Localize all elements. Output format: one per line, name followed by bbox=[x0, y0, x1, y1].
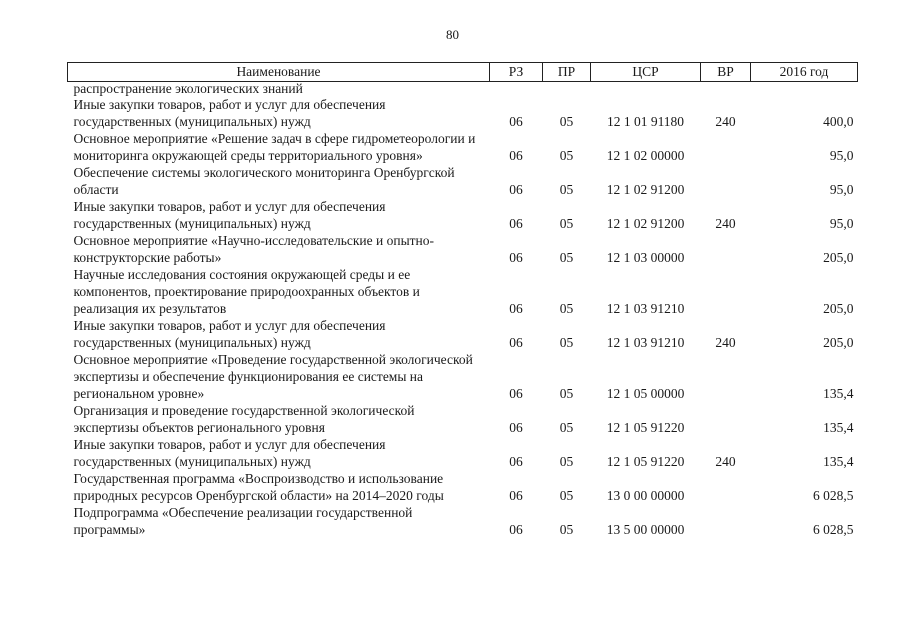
row-name: Иные закупки товаров, работ и услуг для обеспечения государственных (муниципальных) нужд bbox=[73, 97, 386, 129]
row-vr bbox=[701, 164, 751, 198]
row-name: Обеспечение системы экологического мониторинга Оренбургской области bbox=[73, 165, 455, 197]
table-row bbox=[68, 232, 858, 266]
header-rz: РЗ bbox=[490, 63, 543, 82]
row-name: Иные закупки товаров, работ и услуг для обеспечения государственных (муниципальных) нужд bbox=[73, 318, 386, 350]
row-vr bbox=[701, 351, 751, 402]
table-row bbox=[68, 317, 858, 351]
table-row bbox=[68, 470, 858, 504]
row-rz: 06 bbox=[509, 488, 523, 503]
row-name: Организация и проведение государственной экологической экспертизы объектов регионального уровня bbox=[73, 403, 415, 435]
row-pr: 05 bbox=[559, 148, 574, 163]
row-vr: 240 bbox=[715, 335, 736, 350]
row-vr bbox=[701, 232, 751, 266]
table-row bbox=[68, 402, 858, 436]
row-vr bbox=[701, 266, 751, 317]
row-pr: 05 bbox=[559, 114, 574, 129]
row-name: Подпрограмма «Обеспечение реализации государственной программы» bbox=[73, 505, 413, 537]
row-csr: 12 1 02 91200 bbox=[606, 216, 685, 231]
row-amount: 6 028,5 bbox=[813, 522, 854, 537]
row-csr: 12 1 05 91220 bbox=[606, 420, 685, 435]
row-vr: 240 bbox=[715, 216, 736, 231]
row-name: Государственная программа «Воспроизводство и использование природных ресурсов Оренбургской области» на 2014–2020 годы bbox=[73, 471, 444, 503]
row-rz bbox=[490, 82, 543, 97]
row-csr: 13 0 00 00000 bbox=[606, 488, 685, 503]
row-vr bbox=[701, 504, 751, 538]
row-amount: 400,0 bbox=[823, 114, 854, 129]
row-name: Основное мероприятие «Решение задач в сфере гидрометеорологии и мониторинга окружающей среды территориального уровня» bbox=[73, 131, 476, 163]
row-pr: 05 bbox=[559, 522, 574, 537]
row-pr: 05 bbox=[559, 301, 574, 316]
row-amount: 6 028,5 bbox=[813, 488, 854, 503]
table-row bbox=[68, 82, 858, 97]
row-csr: 12 1 02 00000 bbox=[606, 148, 685, 163]
row-amount: 205,0 bbox=[823, 250, 854, 265]
row-csr: 12 1 02 91200 bbox=[606, 182, 685, 197]
row-pr: 05 bbox=[559, 182, 574, 197]
table-row bbox=[68, 504, 858, 538]
row-name: распространение экологических знаний bbox=[73, 81, 303, 96]
row-csr: 13 5 00 00000 bbox=[606, 522, 685, 537]
header-row bbox=[68, 63, 858, 82]
row-csr: 12 1 03 91210 bbox=[606, 335, 685, 350]
row-amount: 135,4 bbox=[823, 420, 854, 435]
row-pr: 05 bbox=[559, 454, 574, 469]
table-header bbox=[68, 63, 858, 82]
row-pr: 05 bbox=[559, 250, 574, 265]
row-rz: 06 bbox=[509, 114, 523, 129]
row-name: Основное мероприятие «Проведение государственной экологической экспертизы и обеспечение функционирования ее системы на региональном уровне» bbox=[73, 352, 473, 401]
row-rz: 06 bbox=[509, 250, 523, 265]
table-row bbox=[68, 96, 858, 130]
table-row bbox=[68, 130, 858, 164]
row-csr: 12 1 05 91220 bbox=[606, 454, 685, 469]
row-csr: 12 1 03 00000 bbox=[606, 250, 685, 265]
row-rz: 06 bbox=[509, 420, 523, 435]
row-vr bbox=[701, 402, 751, 436]
row-pr: 05 bbox=[559, 216, 574, 231]
row-name: Иные закупки товаров, работ и услуг для обеспечения государственных (муниципальных) нужд bbox=[73, 199, 386, 231]
header-csr: ЦСР bbox=[591, 63, 701, 82]
row-name: Иные закупки товаров, работ и услуг для обеспечения государственных (муниципальных) нужд bbox=[73, 437, 386, 469]
row-name: Научные исследования состояния окружающей среды и ее компонентов, проектирование природоохранных объектов и реализация их результатов bbox=[73, 267, 420, 316]
table-row bbox=[68, 351, 858, 402]
row-vr bbox=[701, 130, 751, 164]
row-csr: 12 1 05 00000 bbox=[606, 386, 685, 401]
row-amount: 205,0 bbox=[823, 301, 854, 316]
row-rz: 06 bbox=[509, 148, 523, 163]
row-rz: 06 bbox=[509, 182, 523, 197]
row-pr bbox=[543, 82, 591, 97]
table-body bbox=[68, 82, 858, 539]
row-csr: 12 1 01 91180 bbox=[606, 114, 685, 129]
header-year: 2016 год bbox=[751, 63, 858, 82]
table-row bbox=[68, 266, 858, 317]
row-vr bbox=[701, 470, 751, 504]
row-amount: 95,0 bbox=[829, 148, 854, 163]
header-vr: ВР bbox=[701, 63, 751, 82]
row-csr bbox=[591, 82, 701, 97]
header-name: Наименование bbox=[68, 63, 490, 82]
table-row bbox=[68, 436, 858, 470]
row-vr bbox=[701, 82, 751, 97]
row-pr: 05 bbox=[559, 386, 574, 401]
row-amount: 95,0 bbox=[829, 216, 854, 231]
table-row bbox=[68, 198, 858, 232]
row-pr: 05 bbox=[559, 420, 574, 435]
row-rz: 06 bbox=[509, 386, 523, 401]
row-amount bbox=[751, 82, 858, 97]
row-amount: 95,0 bbox=[829, 182, 854, 197]
budget-table bbox=[67, 62, 858, 538]
row-rz: 06 bbox=[509, 216, 523, 231]
row-pr: 05 bbox=[559, 488, 574, 503]
row-rz: 06 bbox=[509, 522, 523, 537]
row-name: Основное мероприятие «Научно-исследовательские и опытно-конструкторские работы» bbox=[73, 233, 435, 265]
page-number: 80 bbox=[446, 27, 459, 42]
row-amount: 135,4 bbox=[823, 454, 854, 469]
row-rz: 06 bbox=[509, 301, 523, 316]
header-pr: ПР bbox=[543, 63, 591, 82]
table-row bbox=[68, 164, 858, 198]
row-vr: 240 bbox=[715, 454, 736, 469]
row-pr: 05 bbox=[559, 335, 574, 350]
row-vr: 240 bbox=[715, 114, 736, 129]
row-amount: 205,0 bbox=[823, 335, 854, 350]
row-rz: 06 bbox=[509, 454, 523, 469]
row-amount: 135,4 bbox=[823, 386, 854, 401]
row-csr: 12 1 03 91210 bbox=[606, 301, 685, 316]
row-rz: 06 bbox=[509, 335, 523, 350]
